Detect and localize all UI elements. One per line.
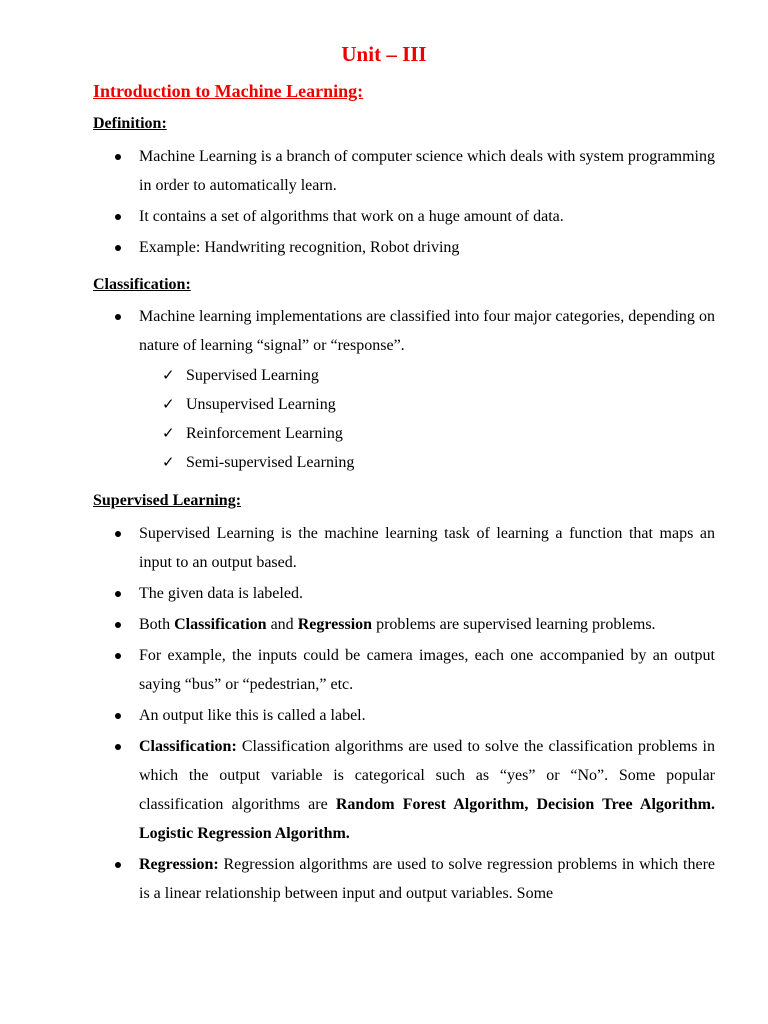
classification-list [93,302,715,360]
list-item: Machine learning implementations are classified into four major categories, depending on nature of learning “signal” or “response”. [93,302,715,360]
bullet-icon [115,653,121,659]
list-item: ✓ Reinforcement Learning [160,419,354,448]
definition-list [93,142,715,262]
list-item: For example, the inputs could be camera images, each one accompanied by an output saying “bus” or “pedestrian,” etc. [93,641,715,699]
bullet-icon [115,744,121,750]
list-item: Classification: Classification algorithms are used to solve the classification problems in which the output variable is categorical such as “yes” or “No”. Some popular classification algorithms are Random Forest Algorithm, Decision Tree Algorithm. Logistic Regression Algorithm. [93,732,715,848]
category-checklist [160,361,354,477]
list-item: Both Classification and Regression problems are supervised learning problems. [93,610,715,639]
list-item: Supervised Learning is the machine learning task of learning a function that maps an input to an output based. [93,519,715,577]
list-item: ✓ Semi-supervised Learning [160,448,354,477]
list-item: The given data is labeled. [93,579,715,608]
intro-title: Introduction to Machine Learning: [93,81,364,101]
bullet-icon [115,314,121,320]
list-item: ✓ Unsupervised Learning [160,390,354,419]
supervised-list [93,519,715,908]
unit-title: Unit – III [341,42,427,66]
list-item: An output like this is called a label. [93,701,715,730]
checkmark-icon: ✓ [162,453,175,471]
list-item: ✓ Supervised Learning [160,361,354,390]
list-item: Machine Learning is a branch of computer science which deals with system programming in order to automatically learn. [93,142,715,200]
list-item: It contains a set of algorithms that work on a huge amount of data. [93,202,715,231]
definition-heading: Definition: [93,115,167,132]
classification-heading: Classification: [93,276,191,293]
checkmark-icon: ✓ [162,395,175,413]
bullet-icon [115,245,121,251]
bullet-icon [115,591,121,597]
bullet-icon [115,531,121,537]
checkmark-icon: ✓ [162,366,175,384]
bullet-icon [115,622,121,628]
bullet-icon [115,214,121,220]
bullet-icon [115,713,121,719]
list-item: Example: Handwriting recognition, Robot driving [93,233,715,262]
supervised-heading: Supervised Learning: [93,492,242,509]
bullet-icon [115,154,121,160]
checkmark-icon: ✓ [162,424,175,442]
list-item: Regression: Regression algorithms are used to solve regression problems in which there is a linear relationship between input and output variables. Some [93,850,715,908]
bullet-icon [115,862,121,868]
